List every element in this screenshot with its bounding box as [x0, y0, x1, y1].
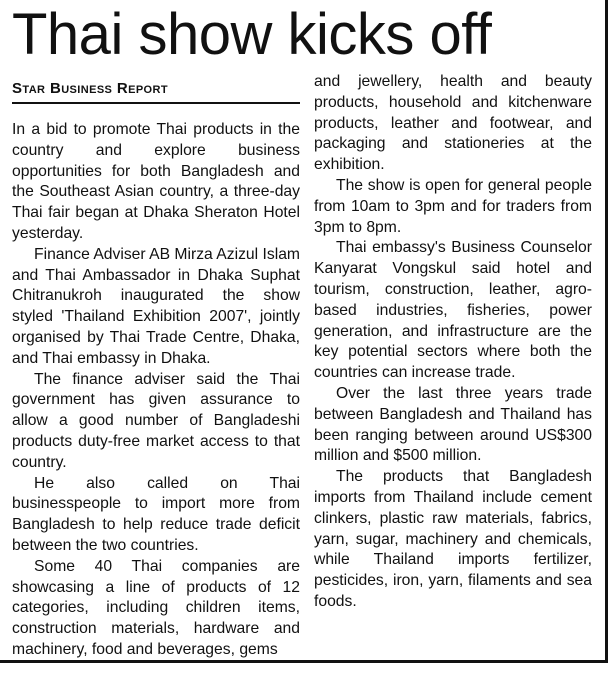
frame-right-border: [605, 0, 608, 662]
paragraph-3: The finance adviser said the Thai government has given assurance to allow a good number of Bangladeshi products duty-free market access to that country.: [12, 370, 300, 471]
paragraph-6: and jewellery, health and beauty products, household and kitchenware products, leather and footwear, and packaging and stationeries at the exhibition.: [314, 73, 592, 174]
paragraph-7: The show is open for general people from 10am to 3pm and for traders from 3pm to 8pm.: [314, 176, 592, 236]
paragraph-9: Over the last three years trade between Bangladesh and Thailand has been ranging between around US$300 million and $500 million.: [314, 384, 592, 465]
paragraph-2: Finance Adviser AB Mirza Azizul Islam and Thai Ambassador in Dhaka Suphat Chitranukroh inaugurated the show styled 'Thailand Exhibition 2007', jointly organised by Thai Trade Centre, Dhaka, and Thai embassy in Dhaka.: [12, 245, 300, 367]
headline: Thai show kicks off: [12, 2, 492, 67]
left-column: [12, 120, 300, 661]
byline: Star Business Report: [12, 78, 300, 104]
paragraph-5: Some 40 Thai companies are showcasing a line of products of 12 categories, including children items, construction materials, hardware and machinery, food and beverages, gems: [12, 557, 300, 658]
paragraph-1: In a bid to promote Thai products in the country and explore business opportunities for both Bangladesh and the Southeast Asian country, a three-day Thai fair began at Dhaka Sheraton Hotel yesterday.: [12, 121, 300, 242]
paragraph-8: Thai embassy's Business Counselor Kanyarat Vongskul said hotel and tourism, construction, leather, agro-based industries, fisheries, power generation, and infrastructure are the key potential sectors where both the countries can increase trade.: [314, 239, 592, 382]
paragraph-10: The products that Bangladesh imports from Thailand include cement clinkers, plastic raw materials, fabrics, yarn, sugar, machinery and chemicals, while Thailand imports fertilizer, pesticides, iron, yarn, filaments and sea foods.: [314, 468, 592, 610]
right-column: [314, 72, 592, 613]
paragraph-4: He also called on Thai businesspeople to import more from Bangladesh to help reduce trade deficit between the two countries.: [12, 474, 300, 554]
